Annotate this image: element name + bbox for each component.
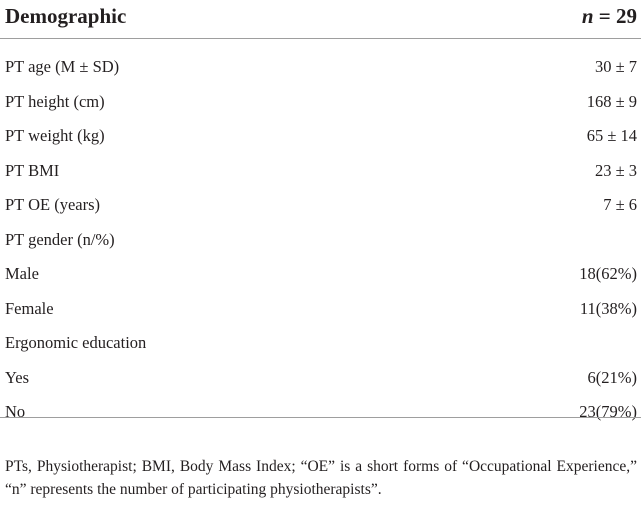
row-value: 30 ± 7	[594, 57, 637, 76]
table-row	[0, 364, 641, 399]
table-header-row	[0, 0, 641, 39]
row-value: 18(62%)	[579, 264, 637, 283]
table-row	[0, 329, 641, 364]
row-value: 6(21%)	[587, 367, 637, 387]
row-label: PT OE (years)	[5, 195, 101, 214]
table-row	[0, 191, 641, 226]
header-demographic-label: Demographic	[5, 4, 127, 28]
row-label: PT weight (kg)	[5, 126, 105, 145]
table-row	[0, 295, 641, 330]
row-value: 65 ± 14	[586, 126, 637, 145]
row-label: Male	[5, 264, 39, 283]
row-label: Yes	[5, 367, 30, 387]
header-n-symbol: n	[581, 4, 594, 28]
row-label: PT height (cm)	[5, 91, 105, 111]
header-n-value: = 29	[593, 4, 637, 28]
row-label: No	[5, 402, 26, 421]
table-row	[0, 157, 641, 192]
row-label: PT age (M ± SD)	[5, 57, 120, 76]
row-label: Ergonomic education	[5, 333, 147, 352]
table-body	[0, 39, 641, 433]
row-value: 11(38%)	[579, 298, 637, 318]
table-row	[0, 226, 641, 261]
row-label: PT BMI	[5, 160, 60, 180]
header-sample-size	[582, 4, 637, 29]
table-row	[0, 88, 641, 123]
row-label: Female	[5, 298, 54, 318]
row-value: 23(79%)	[579, 402, 637, 421]
row-value: 23 ± 3	[594, 160, 637, 180]
row-label: PT gender (n/%)	[5, 229, 115, 249]
table-row	[0, 260, 641, 295]
row-value: 7 ± 6	[603, 195, 637, 214]
table-row	[0, 53, 641, 88]
table-row	[0, 122, 641, 157]
row-value: 168 ± 9	[586, 91, 637, 111]
table-row	[0, 398, 641, 433]
table-bottom-rule	[0, 417, 641, 418]
table-footnote: PTs, Physiotherapist; BMI, Body Mass Index; “OE” is a short forms of “Occupational Experience,” “n” represents the number of participating physiotherapists”.	[5, 458, 637, 498]
